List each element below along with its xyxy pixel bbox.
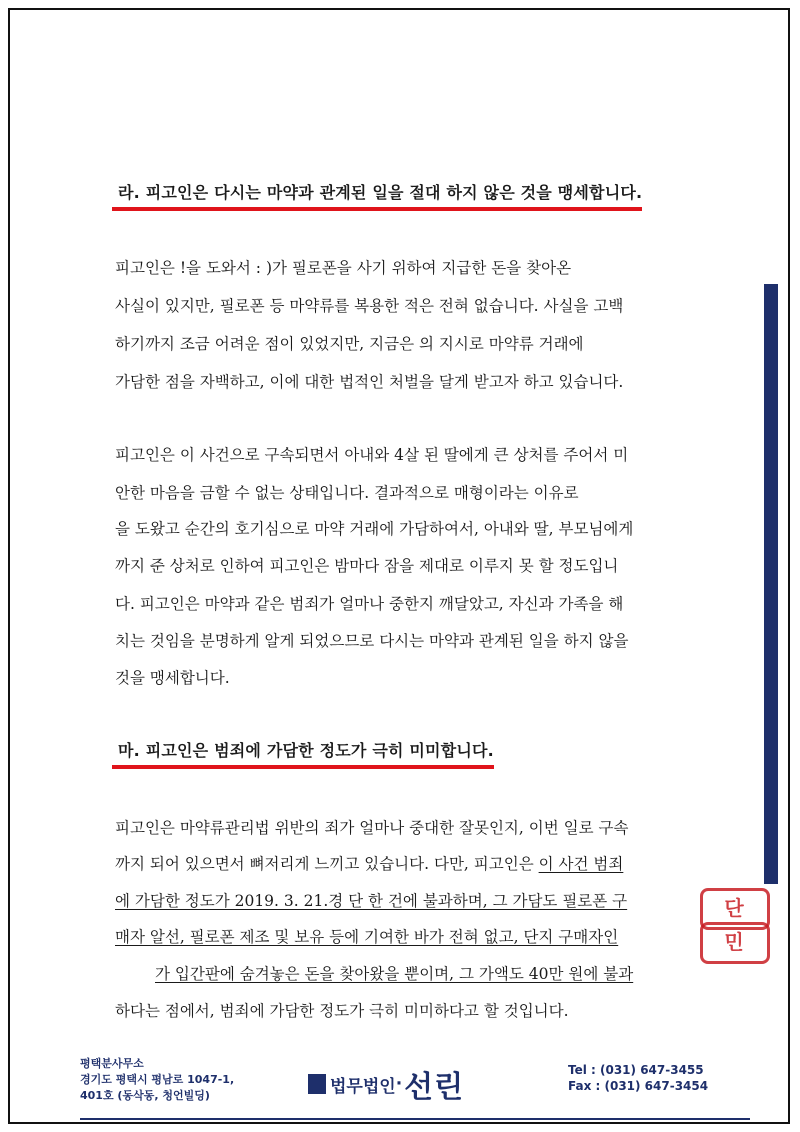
fax-number: Fax : (031) 647-3454: [568, 1079, 709, 1093]
text-line: 하다는 점에서, 범죄에 가담한 정도가 극히 미미하다고 할 것입니다.: [115, 1002, 569, 1020]
text-line: 치는 것임을 분명하게 알게 되었으므로 다시는 마약과 관계된 일을 하지 않을: [115, 632, 629, 650]
address-line: 401호 (동삭동, 청언빌딩): [80, 1089, 210, 1102]
heading-underline: [112, 765, 494, 769]
margin-bar: [764, 284, 778, 884]
text-line: 피고인은 !을 도와서 : )가 필로폰을 사기 위하여 지급한 돈을 찾아온: [115, 259, 572, 277]
text-line: 가담한 점을 자백하고, 이에 대한 법적인 처벌을 달게 받고자 하고 있습니다.: [115, 373, 624, 391]
text-underlined: 이 사건 범죄: [538, 855, 624, 873]
text-line: 사실이 있지만, 필로폰 등 마약류를 복용한 적은 전혀 없습니다. 사실을 고백: [115, 297, 624, 315]
text-line-underlined: 매자 알선, 필로폰 제조 및 보유 등에 기여한 바가 전혀 없고, 단지 구매자인: [115, 928, 619, 946]
firm-prefix: 법무법인: [330, 1076, 396, 1097]
seal-stamp: 단: [700, 888, 770, 930]
text-plain: 까지 되어 있으면서 뼈저리게 느끼고 있습니다. 다만, 피고인은: [115, 855, 539, 873]
firm-emblem-icon: [308, 1074, 326, 1094]
firm-logo: [308, 1062, 464, 1106]
text-line: 다. 피고인은 마약과 같은 범죄가 얼마나 중한지 깨달았고, 자신과 가족을 해: [115, 595, 624, 613]
text-line-underlined: 에 가담한 정도가 2019. 3. 21.경 단 한 건에 불과하며, 그 가담도 필로폰 구: [115, 892, 628, 910]
text-line: 하기까지 조금 어려운 점이 있었지만, 지금은 의 지시로 마약류 거래에: [115, 335, 584, 353]
text-line: 을 도왔고 순간의 호기심으로 마약 거래에 가담하여서, 아내와 딸, 부모님에게: [115, 520, 634, 538]
contact-info: [568, 1062, 708, 1094]
section-heading-ma: [118, 738, 494, 769]
text-line: [115, 852, 623, 874]
seal-stamp: 민: [700, 922, 770, 964]
text-line: 피고인은 이 사건으로 구속되면서 아내와 4살 된 딸에게 큰 상처를 주어서 미: [115, 446, 629, 464]
tel-number: Tel : (031) 647-3455: [568, 1063, 704, 1077]
text-line: 안한 마음을 금할 수 없는 상태입니다. 결과적으로 매형이라는 이유로: [115, 484, 579, 502]
heading-text: 마. 피고인은 범죄에 가담한 정도가 극히 미미합니다.: [118, 741, 494, 760]
office-address: [80, 1056, 234, 1104]
firm-name: 선린: [404, 1070, 465, 1105]
logo-separator: ·: [395, 1074, 403, 1094]
text-line: 피고인은 마약류관리법 위반의 죄가 얼마나 중대한 잘못인지, 이번 일로 구속: [115, 819, 629, 837]
heading-underline: [112, 207, 642, 211]
text-line: 까지 준 상처로 인하여 피고인은 밤마다 잠을 제대로 이루지 못 할 정도입니: [115, 557, 619, 575]
heading-text: 라. 피고인은 다시는 마약과 관계된 일을 절대 하지 않은 것을 맹세합니다.: [118, 183, 643, 202]
section-heading-ra: [118, 180, 642, 211]
text-underlined: 가 입간판에 숨겨놓은 돈을 찾아왔을 뿐이며, 그 가액도 40만 원에 불과: [155, 965, 634, 983]
address-line: 경기도 평택시 평남로 1047-1,: [80, 1073, 235, 1086]
text-line: 것을 맹세합니다.: [115, 669, 230, 687]
letterhead-footer: [80, 1056, 720, 1126]
text-line: [155, 962, 633, 984]
footer-rule: [80, 1118, 750, 1120]
office-name: 평택분사무소: [80, 1057, 144, 1070]
